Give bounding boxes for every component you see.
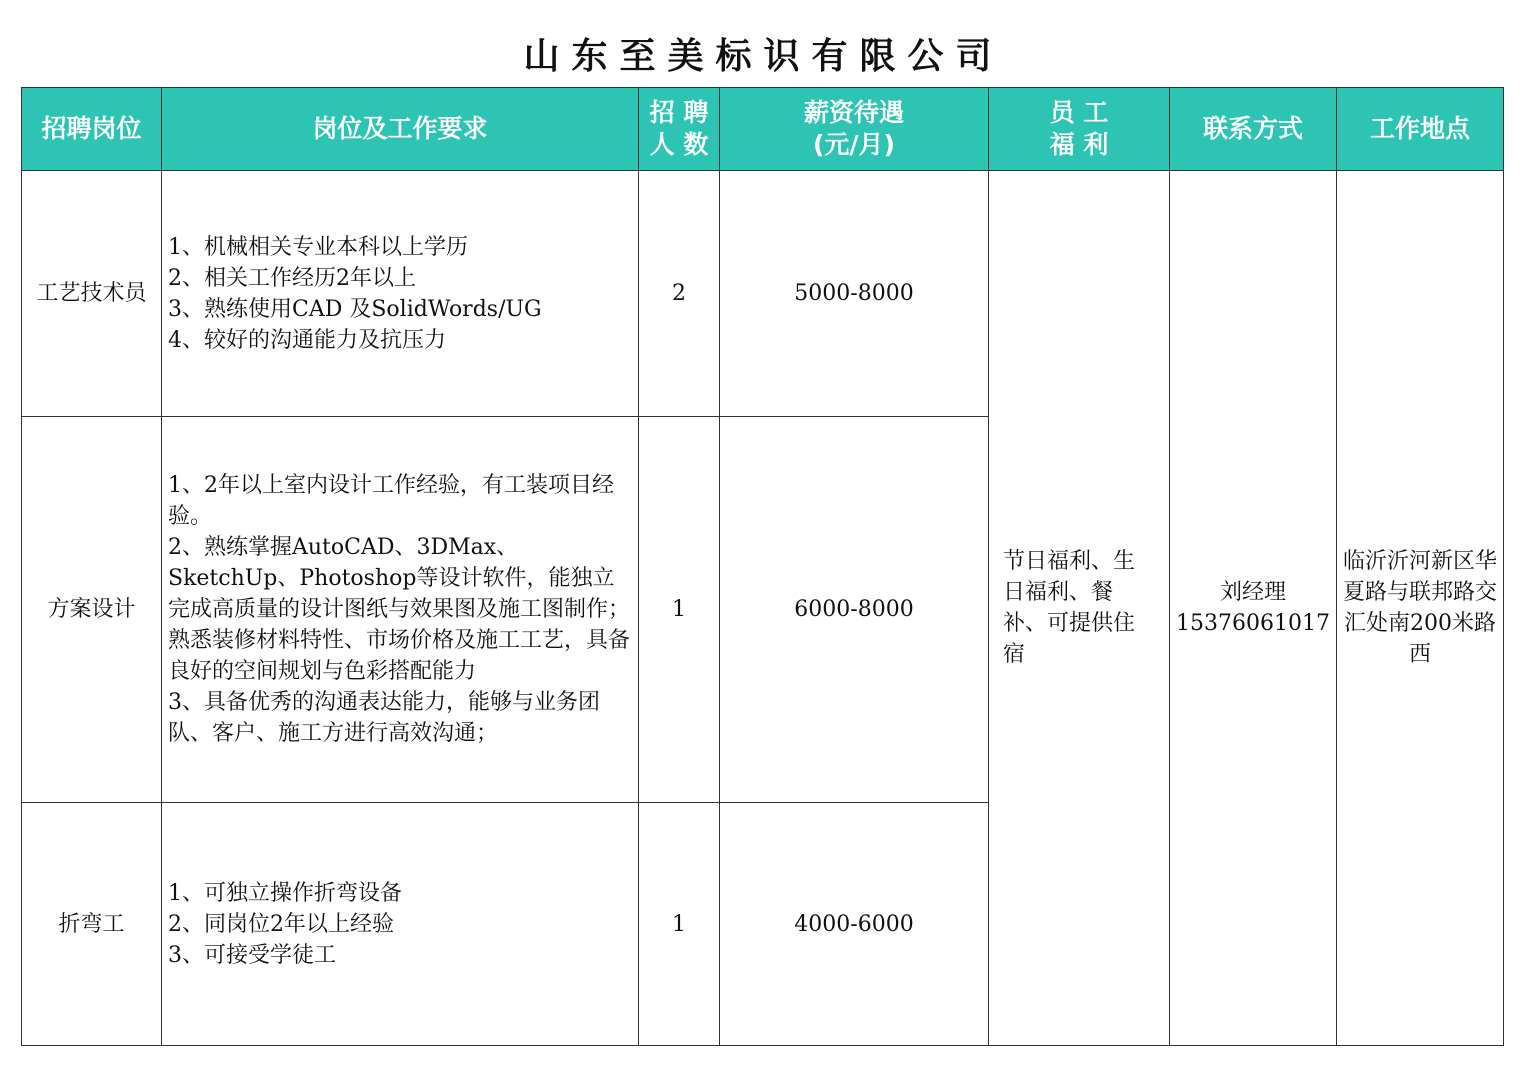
header-headcount: 招 聘 人 数 (639, 88, 720, 171)
recruitment-table (21, 87, 1504, 1046)
requirements-cell: 1、可独立操作折弯设备 2、同岗位2年以上经验 3、可接受学徒工 (162, 803, 639, 1046)
requirements-cell: 1、机械相关专业本科以上学历 2、相关工作经历2年以上 3、熟练使用CAD 及SolidWords/UG 4、较好的沟通能力及抗压力 (162, 171, 639, 417)
table-row (22, 171, 1504, 417)
header-salary: 薪资待遇 (元/月) (720, 88, 989, 171)
salary-cell: 6000-8000 (720, 417, 989, 803)
location-cell: 临沂沂河新区华夏路与联邦路交汇处南200米路西 (1337, 171, 1504, 1046)
header-benefits: 员 工 福 利 (989, 88, 1170, 171)
position-cell: 方案设计 (22, 417, 162, 803)
header-position: 招聘岗位 (22, 88, 162, 171)
salary-cell: 5000-8000 (720, 171, 989, 417)
headcount-cell: 1 (639, 417, 720, 803)
headcount-cell: 1 (639, 803, 720, 1046)
headcount-cell: 2 (639, 171, 720, 417)
header-requirements: 岗位及工作要求 (162, 88, 639, 171)
requirements-cell: 1、2年以上室内设计工作经验，有工装项目经验。 2、熟练掌握AutoCAD、3DMax、SketchUp、Photoshop等设计软件，能独立完成高质量的设计图纸与效果图及施工图制作；熟悉装修材料特性、市场价格及施工工艺，具备良好的空间规划与色彩搭配能力 3、具备优秀的沟通表达能力，能够与业务团队、客户、施工方进行高效沟通； (162, 417, 639, 803)
salary-cell: 4000-6000 (720, 803, 989, 1046)
contact-cell: 刘经理 15376061017 (1170, 171, 1337, 1046)
company-title: 山东至美标识有限公司 (523, 36, 1004, 77)
header-contact: 联系方式 (1170, 88, 1337, 171)
benefits-cell: 节日福利、生日福利、餐补、可提供住宿 (989, 171, 1170, 1046)
position-cell: 工艺技术员 (22, 171, 162, 417)
header-row (22, 88, 1504, 171)
position-cell: 折弯工 (22, 803, 162, 1046)
header-location: 工作地点 (1337, 88, 1504, 171)
